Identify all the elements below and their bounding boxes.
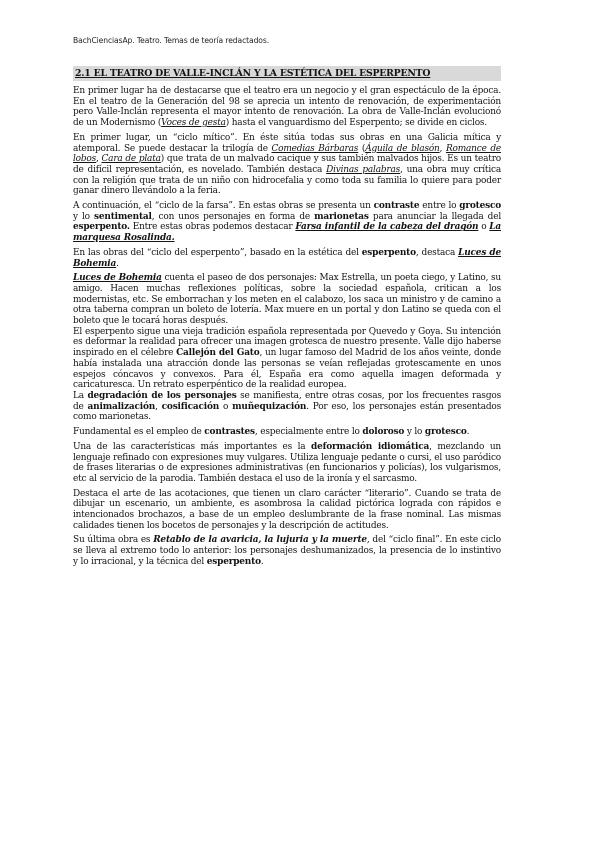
work-title: Águila de blasón [365,143,440,154]
paragraph-ciclo-esperpento: En las obras del “ciclo del esperpento”, basado en la estética del esperpento, destaca Luces de Bohemia. [73,247,502,269]
work-title: La marquesa Rosalinda. [73,222,501,244]
page-header: BachCienciasAp. Teatro. Temas de teoría redactados. [73,36,270,45]
paragraph-contrastes: Fundamental es el empleo de contrastes, especialmente entre lo doloroso y lo grotesco. [73,427,470,438]
work-title: Cara de plata [101,154,161,165]
work-title: Luces de Bohemia [73,247,502,269]
paragraph-luces-bohemia: Luces de Bohemia cuenta el paseo de dos personajes: Max Estrella, un poeta ciego, y Latino, su amigo. Hacen muchas reflexiones políticas, sobre la sociedad española, critican a los modernistas, etc. Se emborrachan y los meten en el calabozo, los saca un ministro y de camino a otra taberna compran un boleto de lotería. Max muere en un portal y don Latino se queda con el boleto que le tocará horas después. [73,273,501,327]
paragraph-ultima-obra: Su última obra es Retablo de la avaricia, la lujuria y la muerte, del “ciclo final”. En este ciclo se lleva al extremo todo lo anterior: los personajes deshumanizados, la presencia de lo instintivo y lo irracional, y la técnica del esperpento. [73,535,501,567]
work-title: Luces de Bohemia [73,273,162,284]
section-title: 2.1 EL TEATRO DE VALLE-INCLÁN Y LA ESTÉTICA DEL ESPERPENTO [73,66,501,81]
paragraph-tradicion: El esperpento sigue una vieja tradición española representada por Quevedo y Goya. Su intención es deformar la realidad para ofrecer una imagen grotesca de nuestro presente. Valle dijo haberse inspirado en el célebre Callejón del Gato, un lugar famoso del Madrid de los años veinte, donde había instalada una atracción donde las personas se veían reflejadas grotescamente en unos espejos cóncavos y convexos. Para él, España era como aquella imagen deformada y caricaturesca. Un retrato esperpéntico de la realidad europea. [73,326,501,391]
document-body [73,66,501,572]
work-title: Romance de lobos [73,143,502,165]
paragraph-acotaciones: Destaca el arte de las acotaciones, que tienen un claro carácter “literario”. Cuando se trata de dibujar un escenario, un ambiente, es asombrosa la calidad pictórica lograda con rápidos e intencionados brochazos, a base de un empleo deslumbrante de la frase nominal. Las mismas calidades tienen los bocetos de personajes y la descripción de actitudes. [73,488,501,531]
paragraph-ciclo-mitico: En primer lugar, un “ciclo mítico”. En éste sitúa todas sus obras en una Galicia mítica y atemporal. Se puede destacar la trilogía de Comedias Bárbaras (Águila de blasón, Romance de lobos, Cara de plata) que trata de un malvado cacique y sus también malvados hijos. Es un teatro de difícil representación, es novelado. También destaca Divinas palabras, una obra muy crítica con la religión que trata de un niño con hidrocefalia y como toda su familia lo quiere para poder ganar dinero llevándolo a la feria. [73,132,502,197]
work-title: Comedias Bárbaras [271,143,359,154]
work-title: Voces de gesta [161,118,226,129]
work-title: Retablo de la avaricia, la lujuria y la muerte [153,535,367,546]
work-title: Farsa infantil de la cabeza del dragón [295,222,479,233]
paragraph-deformacion: Una de las características más importantes es la deformación idiomática, mezclando un lenguaje refinado con expresiones muy vulgares. Utiliza lenguaje pedante o cursi, el uso paródico de frases literarias o de expresiones administrativas (en funcionarios y policías), los vulgarismos, etc al servicio de la parodia. También destaca el uso de la ironía y el sarcasmo. [73,441,501,484]
paragraph-ciclo-farsa: A continuación, el “ciclo de la farsa”. En estas obras se presenta un contraste entre lo grotesco y lo sentimental, con unos personajes en forma de marionetas para anunciar la llegada del esperpento. Entre estas obras podemos destacar Farsa infantil de la cabeza del dragón o La marquesa Rosalinda. [73,201,501,244]
paragraph-intro: En primer lugar ha de destacarse que el teatro era un negocio y el gran espectáculo de la época. En el teatro de la Generación del 98 se aprecia un intento de renovación, de experimentación pero Valle-Inclán representa el mayor intento de renovación. La obra de Valle-Inclán evolucionó de un Modernismo (Voces de gesta) hasta el vanguardismo del Esperpento; se divide en ciclos. [73,86,501,129]
work-title: Divinas palabras [326,164,401,175]
paragraph-degradacion: La degradación de los personajes se manifiesta, entre otras cosas, por los frecuentes rasgos de animalización, cosificación o muñequización. Por eso, los personajes están presentados como marionetas. [73,390,502,423]
